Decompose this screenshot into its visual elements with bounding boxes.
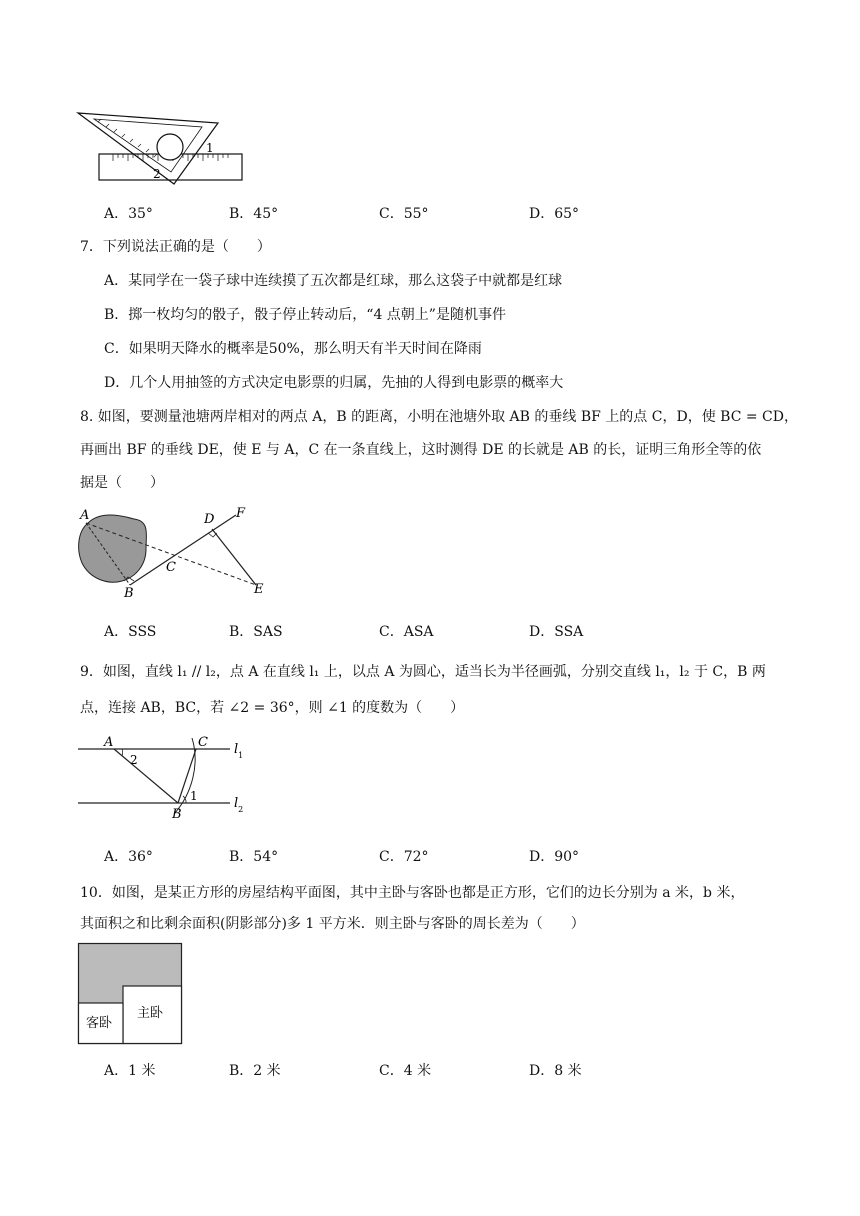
svg-text:B: B	[124, 586, 134, 601]
q9-figure	[78, 734, 258, 824]
q8-stem-line3: 据是（ ）	[80, 475, 164, 491]
q10-option-b[interactable]: B．2 米	[229, 1063, 281, 1079]
q8-figure	[76, 505, 276, 600]
svg-text:l1: $l_1$	[234, 742, 244, 760]
q10-figure	[78, 943, 184, 1045]
svg-text:C: C	[198, 735, 208, 750]
q7-option-a[interactable]: A．某同学在一袋子球中连续摸了五次都是红球，那么这袋子中就都是红球	[104, 273, 563, 289]
q6-option-c[interactable]: C．55°	[379, 206, 429, 222]
q8-option-a[interactable]: A．SSS	[104, 624, 157, 640]
q8-stem-line2: 再画出 BF 的垂线 DE，使 E 与 A，C 在一条直线上，这时测得 DE 的长就是 AB 的长，证明三角形全等的依	[80, 442, 762, 458]
q7-option-c[interactable]: C．如果明天降水的概率是50%，那么明天有半天时间在降雨	[104, 341, 482, 357]
q7-option-d[interactable]: D．几个人用抽签的方式决定电影票的归属，先抽的人得到电影票的概率大	[104, 375, 564, 391]
q8-option-d[interactable]: D．SSA	[529, 624, 584, 640]
q6-option-a[interactable]: A．35°	[104, 206, 153, 222]
svg-text:A: A	[80, 508, 90, 523]
svg-text:1: 1	[190, 789, 198, 803]
q9-option-c[interactable]: C．72°	[379, 849, 429, 865]
q9-option-b[interactable]: B．54°	[229, 849, 279, 865]
q8-stem-line1: 8. 如图，要测量池塘两岸相对的两点 A，B 的距离，小明在池塘外取 AB 的垂线 BF 上的点 C，D，使 BC = CD，	[80, 409, 798, 425]
svg-text:D: D	[204, 512, 215, 527]
svg-text:E: E	[254, 582, 264, 597]
q8-option-c[interactable]: C．ASA	[379, 624, 434, 640]
q9-option-d[interactable]: D．90°	[529, 849, 580, 865]
svg-text:C: C	[166, 560, 176, 575]
q9-stem-line2: 点，连接 AB，BC，若 ∠2 = 36°，则 ∠1 的度数为（ ）	[80, 700, 465, 716]
svg-text:F: F	[236, 506, 246, 521]
q7-option-b[interactable]: B．掷一枚均匀的骰子，骰子停止转动后，“4 点朝上”是随机事件	[104, 307, 506, 323]
q10-option-a[interactable]: A．1 米	[104, 1063, 156, 1079]
pond	[79, 515, 147, 582]
q6-option-d[interactable]: D．65°	[529, 206, 580, 222]
q10-option-c[interactable]: C．4 米	[379, 1063, 432, 1079]
svg-text:B: B	[172, 807, 182, 822]
master-bedroom-label: 主卧	[137, 1006, 164, 1021]
q9-stem-line1: 9．如图，直线 l₁ // l₂，点 A 在直线 l₁ 上，以点 A 为圆心，适当长为半径画弧，分别交直线 l₁，l₂ 于 C，B 两	[80, 664, 766, 680]
q6-figure	[78, 108, 248, 184]
q10-stem-line1: 10．如图，是某正方形的房屋结构平面图，其中主卧与客卧也都是正方形，它们的边长分别为 a 米，b 米，	[80, 885, 745, 901]
q7-stem: 7．下列说法正确的是（ ）	[80, 239, 271, 255]
svg-text:2: 2	[130, 753, 138, 767]
guest-bedroom-label: 客卧	[86, 1016, 113, 1031]
q6-option-b[interactable]: B．45°	[229, 206, 279, 222]
svg-text:A: A	[104, 735, 114, 750]
svg-text:l2: $l_2$	[234, 796, 244, 814]
q6-angle2-label: 2	[153, 167, 161, 181]
q8-option-b[interactable]: B．SAS	[229, 624, 283, 640]
q10-stem-line2: 其面积之和比剩余面积(阴影部分)多 1 平方米．则主卧与客卧的周长差为（ ）	[80, 916, 585, 932]
q6-angle1-label: 1	[206, 141, 214, 155]
q9-option-a[interactable]: A．36°	[104, 849, 153, 865]
q10-option-d[interactable]: D．8 米	[529, 1063, 582, 1079]
circle	[157, 134, 183, 160]
